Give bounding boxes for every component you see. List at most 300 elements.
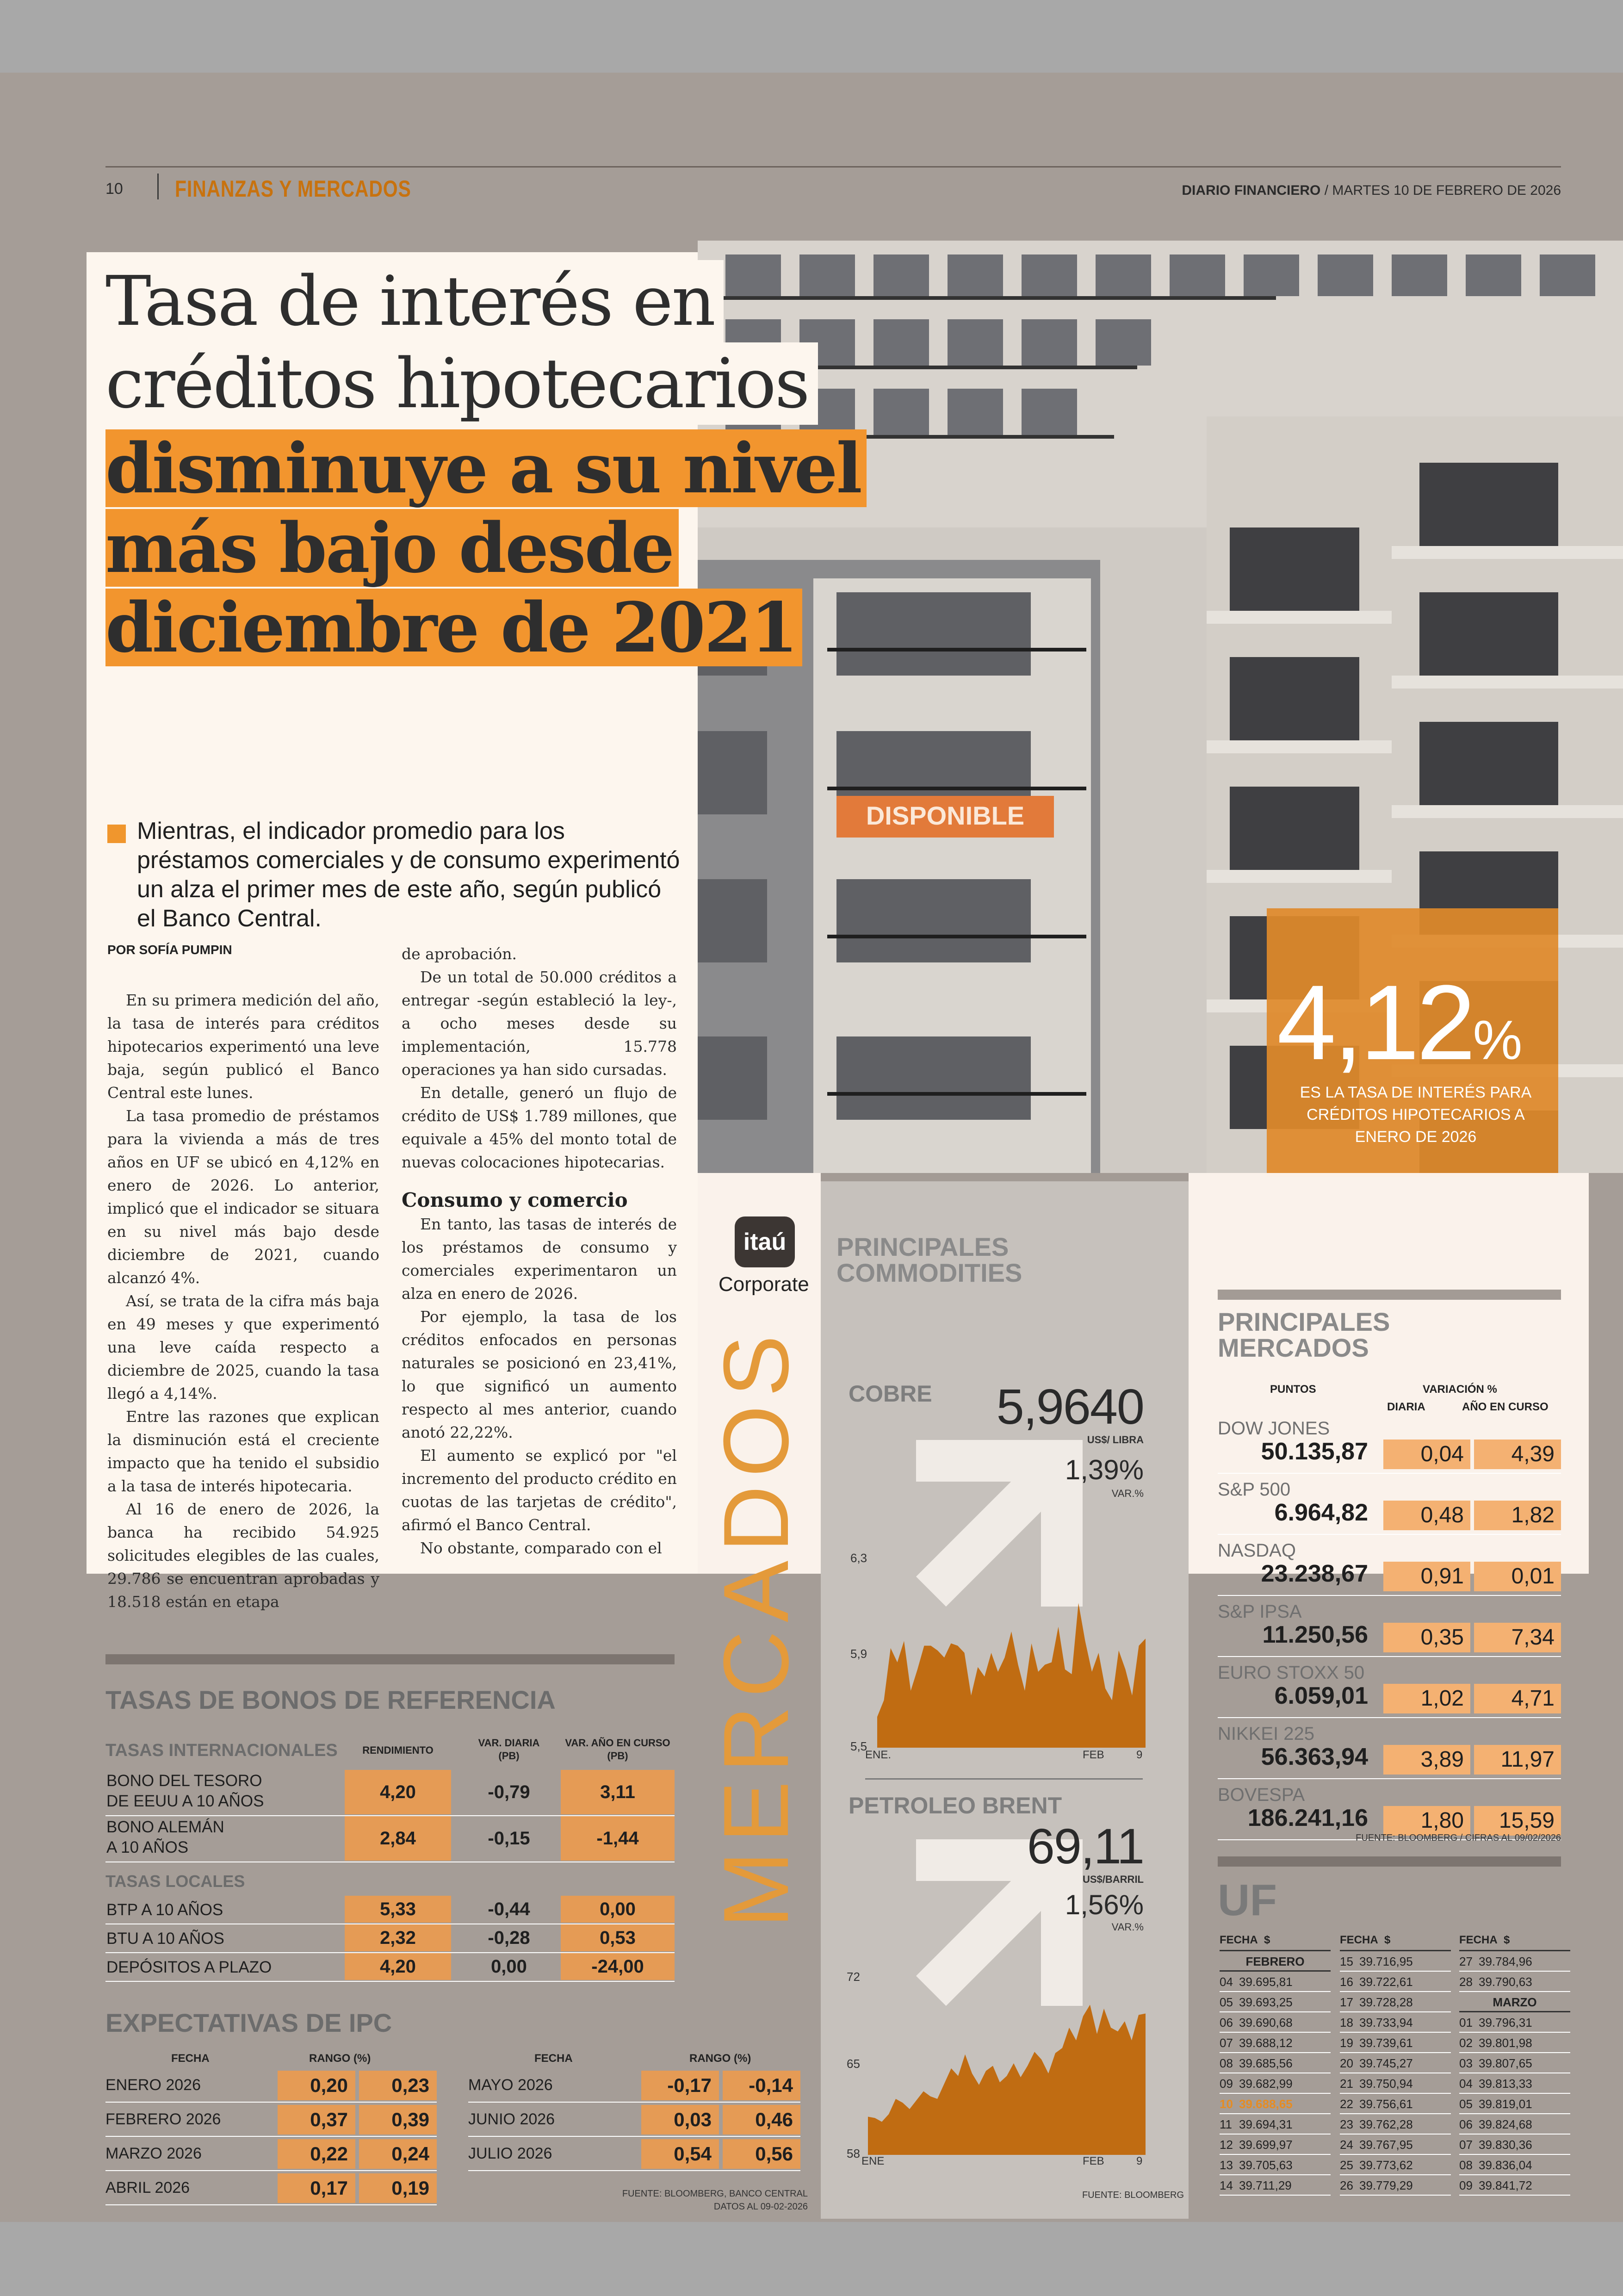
bonds-title: TASAS DE BONOS DE REFERENCIA [105,1685,556,1714]
sponsor-name: Corporate [719,1273,809,1296]
market-value: 186.241,16 [1247,1805,1368,1831]
ipc-high: 0,39 [359,2105,437,2135]
issue-date: / MARTES 10 DE FEBRERO DE 2026 [1320,183,1561,198]
row-divider [468,2170,800,2171]
uf-row [1459,2033,1570,2053]
paragraph: Al 16 de enero de 2026, la banca ha recibido 54.925 solicitudes elegibles de las cuales, 29.786 se encuentran aprobadas y 18.518 están en etapa [107,1500,379,1611]
uf-value: 39.841,72 [1479,2178,1532,2192]
bond-name [106,1957,272,1978]
bond-row [105,1924,675,1953]
bond-r: 2,84 [345,1816,451,1861]
uf-date: 04 [1220,1975,1233,1989]
headline [105,260,867,668]
uf-date: 28 [1459,1975,1473,1989]
market-row [1218,1479,1561,1540]
uf-value: 39.779,29 [1359,2178,1413,2192]
uf-date: 09 [1220,2077,1233,2091]
headline-highlight: disminuye a su nivel [105,429,867,507]
uf-date: 06 [1220,2016,1233,2029]
uf-head-date: FECHA [1340,1934,1378,1946]
article-column-2 [402,943,677,1560]
bond-name [106,1771,264,1812]
uf-date: 13 [1220,2158,1233,2172]
newspaper-dateline [1182,183,1561,199]
paragraph: La tasa promedio de préstamos para la vivienda a más de tres años en UF se ubicó en 4,12% en enero de 2026. Lo anterior, implicó que el indicador se situara en su nivel más bajo desde diciembre de 2021, cuando alcanzó 4%. [107,1107,379,1287]
uf-value: 39.705,63 [1239,2158,1293,2172]
commodities-bar [821,1173,1189,1181]
ipc-row [105,2171,437,2205]
uf-value: 39.790,63 [1479,1975,1532,1989]
header-rule [105,166,1561,168]
y-tick: 6,3 [850,1551,867,1565]
market-daily: 0,04 [1383,1440,1470,1469]
uf-date: 24 [1340,2138,1353,2152]
paragraph: En detalle, generó un flujo de crédito de US$ 1.789 millones, que equivale a 45% del monto total de nuevas colocaciones hipotecarias. [402,1084,677,1171]
bond-row [105,1816,675,1862]
bond-a: -24,00 [561,1953,675,1980]
y-tick: 5,5 [850,1739,867,1753]
uf-row [1340,2012,1451,2033]
uf-date: 03 [1459,2056,1473,2070]
bond-name-line: DE EEUU A 10 AÑOS [106,1792,264,1810]
uf-date: 06 [1459,2117,1473,2131]
col-header: FECHA [534,2052,573,2065]
row-divider [105,1981,675,1982]
markets-bar [1218,1290,1561,1300]
uf-date: 07 [1220,2036,1233,2050]
market-name: BOVESPA [1218,1785,1305,1805]
cobre-area-chart [877,1558,1146,1748]
bond-r: 4,20 [345,1953,451,1980]
ipc-month: MARZO 2026 [105,2145,202,2162]
bond-name-line: BTP A 10 AÑOS [106,1901,223,1919]
mercados-vertical-title: MERCADOS [705,1327,808,1928]
ipc-row [105,2102,437,2136]
ipc-month: MAYO 2026 [468,2076,553,2094]
bond-d: -0,15 [488,1828,530,1849]
uf-row [1459,2053,1570,2073]
uf-row [1340,1992,1451,2012]
uf-month: MARZO [1459,1992,1570,2012]
market-value: 56.363,94 [1261,1744,1368,1770]
row-divider [1218,1473,1561,1474]
uf-value: 39.685,56 [1239,2056,1293,2070]
uf-row [1220,2135,1331,2155]
paragraph: Por ejemplo, la tasa de los créditos enfocados en personas naturales se posicionó en 23,41%, lo que significó un aumento respecto al mes anterior, cuando anotó 22,22%. [402,1308,677,1441]
x-label: 9 [1136,2155,1143,2167]
ipc-low: 0,20 [278,2071,355,2100]
uf-value: 39.722,61 [1359,1975,1413,1989]
title-line: MERCADOS [1218,1333,1369,1362]
uf-value: 39.796,31 [1479,2016,1532,2029]
byline: POR SOFÍA PUMPIN [107,943,232,957]
uf-row [1340,1972,1451,1992]
uf-value: 39.830,36 [1479,2138,1532,2152]
uf-value: 39.767,95 [1359,2138,1413,2152]
cobre-pct: 1,39% [1065,1454,1144,1485]
ipc-source [532,2187,808,2213]
ipc-low: 0,54 [641,2139,719,2169]
uf-value: 39.813,33 [1479,2077,1532,2091]
paragraph: No obstante, comparado con el [420,1539,662,1557]
big-percent [1277,961,1519,1084]
bond-name-line: DEPÓSITOS A PLAZO [106,1958,272,1976]
subheading: Consumo y comercio [402,1189,628,1211]
uf-row [1459,1972,1570,1992]
commodities-title [836,1234,1022,1286]
market-row [1218,1418,1561,1479]
bond-name-line: BONO ALEMÁN [106,1818,224,1836]
col-header [561,1737,675,1762]
bond-name-line: BTU A 10 AÑOS [106,1930,224,1948]
commodities-source: FUENTE: BLOOMBERG [1082,2190,1184,2200]
ipc-row [468,2068,800,2102]
uf-date: 08 [1220,2056,1233,2070]
bonds-bar [105,1654,675,1664]
uf-column [1220,1933,1331,2196]
ipc-high: 0,19 [359,2173,437,2203]
bond-name [106,1900,223,1920]
bond-name-line: BONO DEL TESORO [106,1772,262,1790]
row-divider [1218,1656,1561,1657]
ipc-month: JULIO 2026 [468,2145,552,2162]
big-percent-caption: ES LA TASA DE INTERÉS PARA CRÉDITOS HIPOTECARIOS A ENERO DE 2026 [1300,1084,1532,1146]
uf-value: 39.690,68 [1239,2016,1293,2029]
market-value: 11.250,56 [1262,1621,1368,1648]
uf-value: 39.819,01 [1479,2097,1532,2111]
uf-row [1220,2073,1331,2094]
y-tick: 58 [847,2147,860,2160]
market-value: 50.135,87 [1261,1438,1368,1465]
bond-r: 4,20 [345,1770,451,1814]
market-daily: 0,91 [1383,1562,1470,1591]
uf-row [1340,2033,1451,2053]
brent-pct: 1,56% [1065,1889,1144,1920]
uf-head-date: FECHA [1220,1934,1258,1946]
bond-a: -1,44 [561,1816,675,1861]
cobre-var-label: VAR.% [1111,1488,1144,1499]
ipc-month: ENERO 2026 [105,2076,201,2094]
page-number: 10 [105,180,123,198]
header-line: (PB) [607,1750,628,1762]
chart-brent-area [868,2005,1146,2155]
paragraph: De un total de 50.000 créditos a entregar -según estableció la ley-, a ocho meses desde su implementación, 15.778 operaciones ya han sido cursadas. [402,968,677,1079]
y-tick: 5,9 [850,1647,867,1661]
uf-header [1459,1933,1570,1951]
ipc-low: 0,03 [641,2105,719,2135]
markets-source: FUENTE: BLOOMBERG / CIFRAS AL 09/02/2026 [1356,1833,1561,1843]
uf-date: 14 [1220,2178,1233,2192]
uf-value: 39.693,25 [1239,1995,1293,2009]
uf-date: 07 [1459,2138,1473,2152]
uf-row [1459,2094,1570,2114]
uf-row [1220,2033,1331,2053]
brent-value: 69,11 [1027,1818,1144,1874]
uf-value: 39.801,98 [1479,2036,1532,2050]
paragraph: Entre las razones que explican la disminución está el creciente impacto que ha tenido el subsidio a la tasa de interés hipotecaria. [107,1408,379,1495]
market-row [1218,1724,1561,1785]
title-line: PRINCIPALES [1218,1307,1390,1336]
uf-row [1220,2094,1331,2114]
uf-value: 39.694,31 [1239,2117,1293,2131]
uf-row [1459,2135,1570,2155]
market-daily: 1,80 [1383,1806,1470,1836]
bonds-intl-title: TASAS INTERNACIONALES [105,1741,338,1760]
uf-column [1459,1933,1570,2196]
headline-highlight: diciembre de 2021 [105,589,802,666]
market-row [1218,1601,1561,1663]
uf-date: 10 [1220,2097,1233,2111]
uf-date: 11 [1220,2117,1232,2131]
ipc-month: FEBRERO 2026 [105,2110,221,2128]
cobre-unit: US$/ LIBRA [1087,1434,1144,1446]
market-name: NASDAQ [1218,1540,1296,1561]
uf-value: 39.688,12 [1239,2036,1293,2050]
x-label: FEB [1083,2155,1104,2167]
section-title: FINANZAS Y MERCADOS [175,176,411,202]
uf-value: 39.750,94 [1359,2077,1413,2091]
market-name: EURO STOXX 50 [1218,1663,1365,1683]
row-divider [1218,1778,1561,1779]
headline-line: créditos hipotecarios [105,342,818,425]
x-label: FEB [1083,1749,1104,1761]
market-row [1218,1540,1561,1601]
bond-row [105,1896,675,1924]
uf-date: 19 [1340,2036,1353,2050]
bullet-square-icon [107,825,126,843]
uf-date: 25 [1340,2158,1353,2172]
header-separator [157,174,159,199]
ipc-row [468,2136,800,2171]
uf-value: 39.756,61 [1359,2097,1413,2111]
cobre-title: COBRE [849,1381,932,1407]
uf-header [1220,1933,1331,1951]
bond-row [105,1953,675,1982]
market-daily: 0,48 [1383,1501,1470,1530]
row-divider [1218,1595,1561,1596]
percent-sign: % [1473,1009,1520,1071]
uf-month: FEBRERO [1220,1951,1331,1972]
ipc-high: 0,56 [723,2139,800,2169]
col-header: PUNTOS [1270,1383,1316,1396]
col-header: RANGO (%) [309,2052,371,2065]
headline-line: Tasa de interés en [105,260,724,342]
uf-date: 02 [1459,2036,1473,2050]
uf-row [1459,2175,1570,2196]
itau-logo: itaú [735,1216,795,1267]
market-year: 15,59 [1474,1806,1561,1836]
market-daily: 3,89 [1383,1745,1470,1775]
big-number: 4,12 [1277,963,1473,1082]
paragraph: El aumento se explicó por "el incremento del producto crédito en cuotas de las tarjetas de crédito", afirmó el Banco Central. [402,1446,677,1534]
col-header: VARIACIÓN % [1423,1383,1497,1396]
uf-value: 39.807,65 [1479,2056,1532,2070]
uf-row [1220,2053,1331,2073]
x-label: ENE [861,2155,885,2167]
market-row [1218,1663,1561,1724]
x-label: ENE. [865,1749,892,1761]
uf-row [1459,1951,1570,1972]
market-name: S&P 500 [1218,1479,1291,1500]
uf-value: 39.699,97 [1239,2138,1293,2152]
ipc-low: 0,17 [278,2173,355,2203]
col-header [458,1737,560,1762]
bond-d: -0,28 [488,1928,530,1948]
ipc-high: -0,14 [723,2071,800,2100]
uf-value: 39.711,29 [1239,2178,1292,2192]
chart-cobre-area [877,1603,1146,1748]
market-value: 6.964,82 [1274,1499,1368,1526]
bond-d: -0,79 [488,1782,530,1802]
bond-a: 0,53 [561,1924,675,1951]
market-daily: 0,35 [1383,1623,1470,1652]
brent-title: PETROLEO BRENT [849,1793,1062,1818]
paragraph: En su primera medición del año, la tasa de interés para créditos hipotecarios experimentó una leve baja, según publicó el Banco Central este lunes. [107,991,379,1102]
ipc-row [105,2068,437,2102]
uf-bar [1218,1856,1561,1867]
bond-row [105,1770,675,1816]
bond-a: 0,00 [561,1896,675,1923]
brent-var-label: VAR.% [1111,1921,1144,1933]
uf-date: 23 [1340,2117,1353,2131]
paragraph: de aprobación. [402,945,517,963]
header-line: (PB) [498,1750,520,1762]
col-header: FECHA [171,2052,210,2065]
uf-row [1220,1992,1331,2012]
uf-title: UF [1218,1875,1277,1925]
disponible-sign: DISPONIBLE [866,801,1025,830]
uf-value: 39.688,65 [1239,2097,1293,2111]
article-lead: Mientras, el indicador promedio para los préstamos comerciales y de consumo experimentó un alza el primer mes de este año, según publicó el Banco Central. [137,818,680,932]
cobre-value: 5,9640 [996,1378,1144,1434]
uf-value: 39.745,27 [1359,2056,1413,2070]
ipc-low: -0,17 [641,2071,719,2100]
ipc-month: JUNIO 2026 [468,2110,555,2128]
uf-value: 39.728,28 [1359,1995,1413,2009]
uf-date: 05 [1220,1995,1233,2009]
market-value: 23.238,67 [1261,1560,1368,1587]
uf-value: 39.762,28 [1359,2117,1413,2131]
bonds-local-title: TASAS LOCALES [105,1872,245,1891]
y-tick: 72 [847,1970,860,1984]
market-year: 4,39 [1474,1440,1561,1469]
uf-row [1220,2175,1331,2196]
uf-column [1340,1933,1451,2196]
uf-date: 09 [1459,2178,1473,2192]
uf-date: 12 [1220,2138,1233,2152]
market-daily: 1,02 [1383,1684,1470,1713]
uf-head-date: FECHA [1459,1934,1498,1946]
bond-a: 3,11 [561,1770,675,1814]
row-divider [1218,1717,1561,1718]
uf-head-val: $ [1264,1934,1270,1946]
bond-name [106,1817,224,1858]
uf-row [1459,2012,1570,2033]
bond-d: -0,44 [488,1899,530,1919]
row-divider [1218,1534,1561,1535]
col-header: AÑO EN CURSO [1462,1401,1549,1413]
source-line: FUENTE: BLOOMBERG, BANCO CENTRAL [622,2189,808,2199]
uf-date: 17 [1340,1995,1353,2009]
source-line: DATOS AL 09-02-2026 [713,2202,808,2212]
bond-name [106,1929,224,1949]
uf-row [1459,2114,1570,2135]
ipc-high: 0,23 [359,2071,437,2100]
uf-date: 16 [1340,1975,1353,1989]
header-line: VAR. DIARIA [478,1737,540,1749]
uf-row [1459,2073,1570,2094]
uf-date: 20 [1340,2056,1353,2070]
col-header: RENDIMIENTO [362,1744,434,1756]
uf-date: 01 [1459,2016,1473,2029]
uf-date: 22 [1340,2097,1353,2111]
uf-row [1340,2155,1451,2175]
paragraph: Así, se trata de la cifra más baja en 49 meses y que experimentó una leve caída respecto a diciembre de 2025, cuando la tasa llegó a 4,14%. [107,1292,379,1402]
uf-head-val: $ [1384,1934,1391,1946]
bond-r: 5,33 [345,1896,451,1923]
col-header: DIARIA [1387,1401,1425,1413]
uf-date: 27 [1459,1955,1473,1968]
uf-row [1340,2114,1451,2135]
market-year: 4,71 [1474,1684,1561,1713]
uf-date: 26 [1340,2178,1353,2192]
market-year: 11,97 [1474,1745,1561,1775]
bond-name-line: A 10 AÑOS [106,1838,189,1856]
article-column-1 [107,989,379,1613]
brent-area-chart [868,1977,1146,2155]
uf-date: 21 [1340,2077,1353,2091]
uf-value: 39.836,04 [1479,2158,1532,2172]
uf-row [1340,2073,1451,2094]
ipc-high: 0,46 [723,2105,800,2135]
ipc-low: 0,22 [278,2139,355,2169]
brent-unit: US$/BARRIL [1082,1874,1144,1885]
market-name: NIKKEI 225 [1218,1724,1315,1744]
uf-header [1340,1933,1451,1951]
uf-date: 08 [1459,2158,1473,2172]
x-label: 9 [1136,1749,1143,1761]
market-year: 0,01 [1474,1562,1561,1591]
uf-date: 05 [1459,2097,1473,2111]
bond-r: 2,32 [345,1924,451,1951]
markets-title [1218,1309,1390,1361]
uf-value: 39.739,61 [1359,2036,1413,2050]
uf-date: 15 [1340,1955,1353,1968]
header-line: VAR. AÑO EN CURSO [565,1737,670,1749]
y-tick: 65 [847,2057,860,2071]
bond-d: 0,00 [491,1956,527,1977]
uf-date: 04 [1459,2077,1473,2091]
col-header: RANGO (%) [689,2052,751,2065]
ipc-title: EXPECTATIVAS DE IPC [105,2008,392,2037]
market-year: 7,34 [1474,1623,1561,1652]
market-year: 1,82 [1474,1501,1561,1530]
uf-value: 39.824,68 [1479,2117,1532,2131]
uf-head-val: $ [1504,1934,1510,1946]
ipc-row [105,2136,437,2171]
uf-row [1340,1951,1451,1972]
uf-value: 39.784,96 [1479,1955,1532,1968]
uf-row [1340,2053,1451,2073]
uf-row [1220,2114,1331,2135]
uf-row [1340,2094,1451,2114]
market-value: 6.059,01 [1274,1682,1368,1709]
row-divider [105,2204,437,2205]
ipc-low: 0,37 [278,2105,355,2135]
title-line: COMMODITIES [836,1258,1022,1287]
market-name: S&P IPSA [1218,1601,1302,1622]
uf-value: 39.733,94 [1359,2016,1413,2029]
